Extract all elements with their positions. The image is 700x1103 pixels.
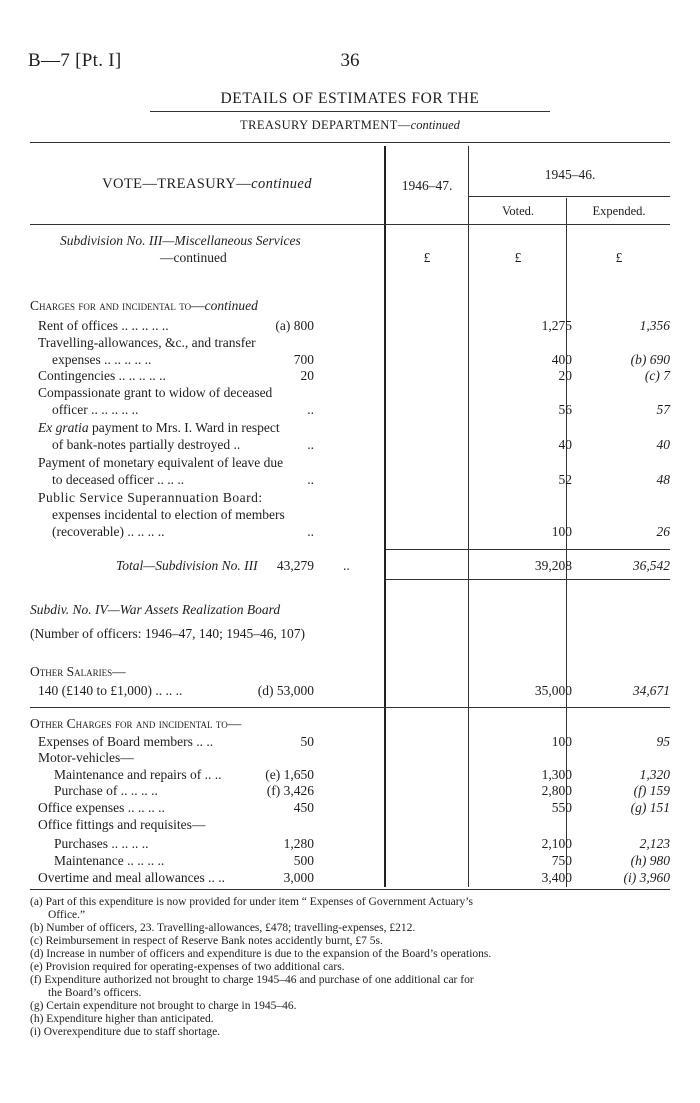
value-expended: (g) 151: [630, 800, 670, 815]
value-expended: 1,320: [639, 767, 670, 782]
value-1946-47: ..: [307, 437, 314, 452]
officers-count: (Number of officers: 1946–47, 140; 1945–46, 107): [30, 626, 305, 641]
table-bottom-rule: [30, 889, 670, 890]
value-1946-47: (a) 800: [275, 318, 314, 333]
row-label: Rent of offices .. .. .. .. ..: [38, 318, 169, 333]
subtitle-main: TREASURY DEPARTMENT—: [240, 118, 411, 132]
subdivision-iii-heading-continued: —continued: [160, 250, 227, 265]
footnote: (i) Overexpenditure due to staff shortage.: [30, 1026, 221, 1038]
title-rule: [150, 111, 550, 112]
footnote: (h) Expenditure higher than anticipated.: [30, 1013, 214, 1025]
value-voted: 100: [551, 524, 572, 539]
row-label: Maintenance and repairs of .. ..: [54, 767, 222, 782]
value-1946-47: ..: [307, 472, 314, 487]
value-expended: (f) 159: [633, 783, 670, 798]
value-1946-47: (e) 1,650: [265, 767, 314, 782]
charges-heading-main: Charges for and incidental to—: [30, 298, 205, 313]
other-charges-heading: Other Charges for and incidental to—: [30, 716, 242, 731]
value-voted: 56: [558, 402, 572, 417]
value-expended: 1,356: [639, 318, 670, 333]
vote-heading-main: VOTE—TREASURY—: [102, 176, 252, 192]
value-voted: 52: [558, 472, 572, 487]
value-expended: 95: [656, 734, 670, 749]
value-1946-47: ..: [307, 524, 314, 539]
footnote-continuation: the Board’s officers.: [48, 987, 142, 999]
vote-heading: [30, 176, 384, 192]
row-label: Travelling-allowances, &c., and transfer: [38, 335, 256, 350]
row-label: Motor-vehicles—: [38, 750, 134, 765]
value-voted: 40: [558, 437, 572, 452]
footnote: (g) Certain expenditure not brought to charge in 1945–46.: [30, 1000, 297, 1012]
total-1946-47: 43,279: [276, 558, 314, 573]
row-label-continuation: officer .. .. .. .. ..: [52, 402, 139, 417]
value-voted: 1,300: [541, 767, 572, 782]
row-label-continuation: to deceased officer .. .. ..: [52, 472, 185, 487]
subdivision-iii-heading: Subdivision No. III—Miscellaneous Services: [60, 233, 301, 248]
total-dots: ..: [343, 558, 350, 573]
value-expended: 57: [656, 402, 670, 417]
value-1946-47: 3,000: [283, 870, 314, 885]
footnote: (c) Reimbursement in respect of Reserve Bank notes accidently burnt, £7 5s.: [30, 935, 383, 947]
value-voted: 550: [551, 800, 572, 815]
value-1946-47: 50: [300, 734, 314, 749]
row-label-italic-lead: Ex gratia: [38, 420, 89, 435]
value-expended: 40: [656, 437, 670, 452]
table-top-rule: [30, 142, 670, 143]
footnote: (e) Provision required for operating-expenses of two additional cars.: [30, 961, 345, 973]
column-header-1945-46: 1945–46.: [544, 167, 596, 182]
subtitle-italic: continued: [410, 118, 460, 132]
value-1946-47: (f) 3,426: [266, 783, 314, 798]
value-1946-47: ..: [307, 402, 314, 417]
value-1946-47: 700: [293, 352, 314, 367]
row-label: Maintenance .. .. .. ..: [54, 853, 165, 868]
value-1946-47: 1,280: [283, 836, 314, 851]
value-expended: (h) 980: [630, 853, 670, 868]
row-label: Payment of monetary equivalent of leave due: [38, 455, 284, 470]
footnote-continuation: Office.”: [48, 909, 86, 921]
row-label: Public Service Superannuation Board:: [38, 490, 263, 505]
value-voted: 400: [551, 352, 572, 367]
row-label-continuation: expenses incidental to election of members: [52, 507, 285, 522]
value-expended: (b) 690: [630, 352, 670, 367]
header-bottom-rule: [30, 224, 670, 225]
total-expended: 36,542: [632, 558, 670, 573]
document-reference: B—7 [Pt. I]: [28, 50, 122, 71]
value-expended: 2,123: [639, 836, 670, 851]
row-label: [38, 420, 280, 436]
currency-symbol-expended: £: [615, 250, 623, 265]
row-label: 140 (£140 to £1,000) .. .. ..: [38, 683, 183, 698]
row-label: Purchases .. .. .. ..: [54, 836, 149, 851]
value-1946-47: 20: [300, 368, 314, 383]
other-salaries-heading: Other Salaries—: [30, 664, 126, 679]
row-label: Office fittings and requisites—: [38, 817, 206, 832]
row-label: Purchase of .. .. .. ..: [54, 783, 158, 798]
column-header-expended: Expended.: [592, 204, 646, 218]
row-label: Overtime and meal allowances .. ..: [38, 870, 226, 885]
value-voted: 20: [558, 368, 572, 383]
subdivision-iv-heading: Subdiv. No. IV—War Assets Realization Board: [30, 602, 281, 617]
value-1946-47: 450: [293, 800, 314, 815]
page-title: DETAILS OF ESTIMATES FOR THE: [220, 90, 480, 107]
year-1945-rule: [468, 196, 670, 197]
total-bottom-rule: [386, 579, 670, 580]
total-top-rule: [386, 549, 670, 550]
value-1946-47: (d) 53,000: [257, 683, 314, 698]
value-voted: 750: [551, 853, 572, 868]
column-header-voted: Voted.: [501, 204, 535, 218]
value-voted: 100: [551, 734, 572, 749]
row-label-continuation: (recoverable) .. .. .. ..: [52, 524, 165, 539]
vote-heading-italic: continued: [251, 176, 312, 192]
currency-symbol-1946: £: [423, 250, 431, 265]
charges-heading: [30, 298, 258, 314]
footnote: (f) Expenditure authorized not brought to charge 1945–46 and purchase of one additional car for: [30, 974, 474, 986]
footnote: (d) Increase in number of officers and expenditure is due to the expansion of the Board’s operations.: [30, 948, 492, 960]
value-expended: 48: [656, 472, 670, 487]
row-label: Expenses of Board members .. ..: [38, 734, 214, 749]
value-expended: 26: [656, 524, 670, 539]
row-label-continuation: of bank-notes partially destroyed ..: [52, 437, 241, 452]
currency-symbol-voted: £: [514, 250, 522, 265]
value-voted: 3,400: [541, 870, 572, 885]
page-subtitle: [0, 118, 700, 133]
total-voted: 39,208: [534, 558, 572, 573]
footnote: (b) Number of officers, 23. Travelling-allowances, £478; travelling-expenses, £212.: [30, 922, 416, 934]
row-label: Compassionate grant to widow of deceased: [38, 385, 273, 400]
value-expended: (c) 7: [644, 368, 670, 383]
row-label-continuation: expenses .. .. .. .. ..: [52, 352, 152, 367]
value-expended: (i) 3,960: [623, 870, 670, 885]
row-label-rest: payment to Mrs. I. Ward in respect: [92, 420, 280, 435]
total-label: Total—Subdivision No. III: [116, 558, 258, 573]
value-expended: 34,671: [632, 683, 670, 698]
value-voted: 1,275: [541, 318, 572, 333]
value-voted: 2,800: [541, 783, 572, 798]
value-1946-47: 500: [293, 853, 314, 868]
footnote: (a) Part of this expenditure is now provided for under item “ Expenses of Government Actuary’s: [30, 896, 473, 908]
section-rule: [30, 707, 670, 708]
column-header-1946-47: 1946–47.: [401, 178, 453, 193]
column-rule-1946: [468, 146, 469, 887]
row-label: Office expenses .. .. .. ..: [38, 800, 165, 815]
row-label: Contingencies .. .. .. .. ..: [38, 368, 166, 383]
value-voted: 2,100: [541, 836, 572, 851]
page-number: 36: [340, 50, 360, 71]
charges-heading-italic: continued: [204, 298, 258, 313]
value-voted: 35,000: [534, 683, 572, 698]
